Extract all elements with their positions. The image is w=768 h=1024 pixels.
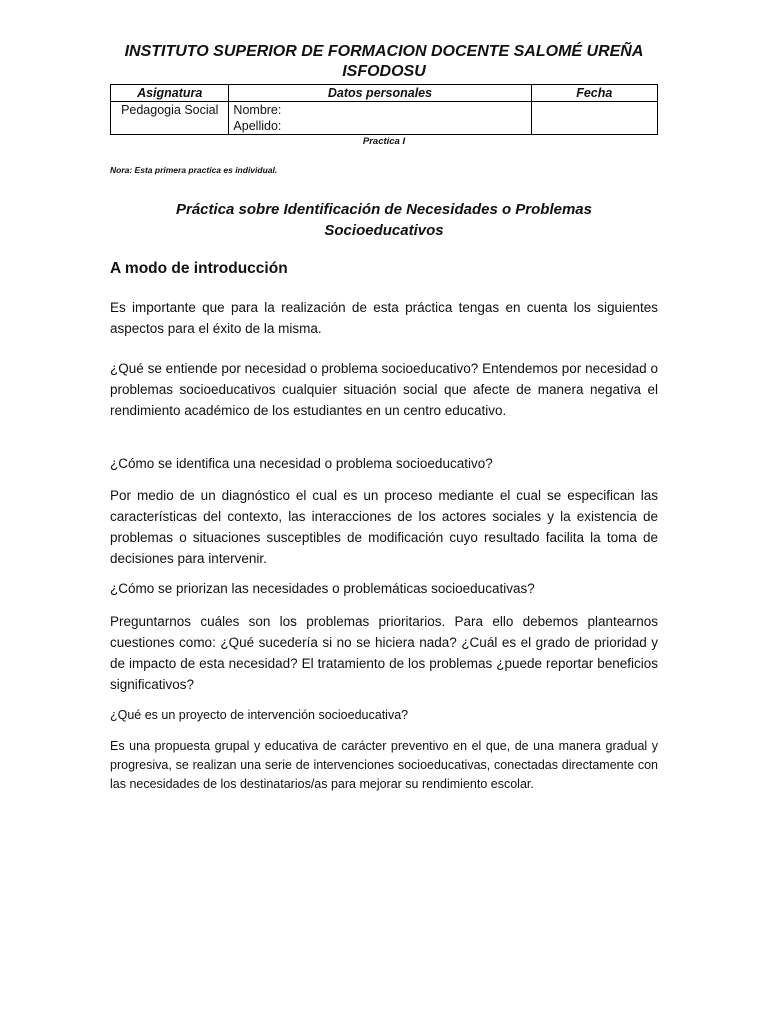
practice-label: Practica I (362, 136, 406, 147)
name-label: Nombre: (233, 103, 282, 117)
table-row (111, 102, 658, 135)
paragraph-intro: Es importante que para la realización de esta práctica tengas en cuenta los siguientes aspectos para el éxito de la misma. (110, 300, 658, 336)
paragraph-diagnosis: Por medio de un diagnóstico el cual es un proceso mediante el cual se especifican las características del contexto, las interacciones de los actores sociales y la existencia de problemas o situaciones susceptibles de modificación cuyo resultado facilita la toma de decisiones para intervenir. (110, 488, 658, 566)
question-identify: ¿Cómo se identifica una necesidad o problema socioeducativo? (110, 456, 493, 471)
subject-cell: Pedagogia Social (111, 102, 229, 135)
section-heading: A modo de introducción (110, 260, 288, 277)
question-prioritize: ¿Cómo se priorizan las necesidades o problemáticas socioeducativas? (110, 581, 535, 596)
paragraph-project: Es una propuesta grupal y educativa de carácter preventivo en el que, de una manera gradual y progresiva, se realizan una serie de intervenciones socioeducativas, conectadas directamente con las necesidades de los destinatarios/as para mejorar su rendimiento escolar. (110, 739, 658, 791)
table-header-row (111, 85, 658, 102)
paragraph-priorities: Preguntarnos cuáles son los problemas prioritarios. Para ello debemos plantearnos cuestiones como: ¿Qué sucedería si no se hiciera nada? ¿Cuál es el grado de prioridad y de impacto de esta necesidad? El tratamiento de los problemas ¿puede reportar beneficios significativos? (110, 614, 658, 692)
institution-name: INSTITUTO SUPERIOR DE FORMACION DOCENTE SALOMÉ UREÑA (124, 43, 644, 60)
institution-acronym: ISFODOSU (342, 63, 426, 80)
student-info-table (110, 84, 658, 135)
header-datos-personales: Datos personales (229, 85, 531, 102)
date-cell[interactable] (531, 102, 657, 135)
question-project: ¿Qué es un proyecto de intervención socioeducativa? (110, 708, 409, 722)
header-fecha: Fecha (531, 85, 657, 102)
surname-label: Apellido: (233, 119, 282, 133)
document-title (110, 199, 658, 241)
header-asignatura: Asignatura (111, 85, 229, 102)
personal-data-cell[interactable] (229, 102, 531, 135)
individual-note: Nora: Esta primera practica es individual. (110, 165, 278, 175)
institution-header (110, 42, 658, 82)
paragraph-definition: ¿Qué se entiende por necesidad o problema socioeducativo? Entendemos por necesidad o problemas socioeducativos cualquier situación social que afecte de manera negativa el rendimiento académico de los estudiantes en un centro educativo. (110, 361, 658, 418)
title-line-2: Socioeducativos (324, 222, 444, 239)
title-line-1: Práctica sobre Identificación de Necesidades o Problemas (176, 201, 592, 218)
